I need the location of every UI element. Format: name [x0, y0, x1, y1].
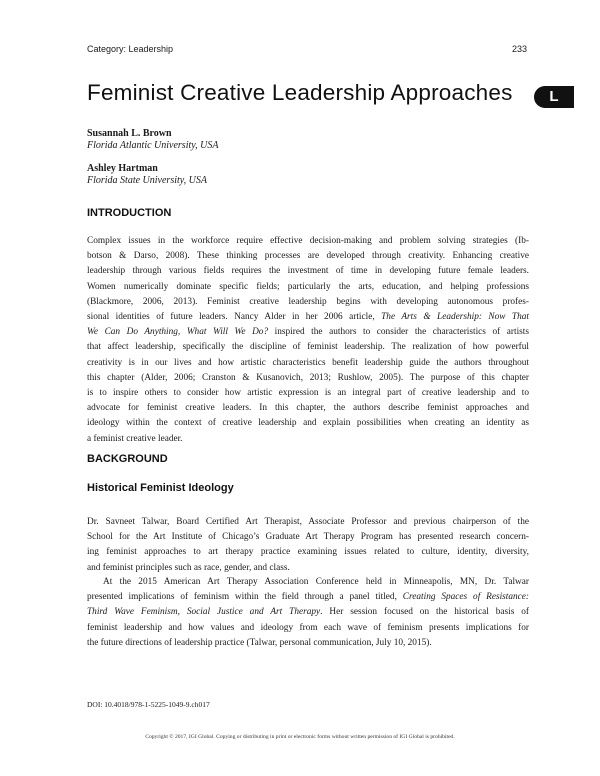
text-line: [87, 605, 529, 620]
text-line: [87, 310, 529, 325]
paragraph-introduction: [87, 234, 529, 447]
text-line: Complex issues in the workforce require effective decision-making and problem solving strategies (Ib-: [87, 236, 529, 246]
text-line: this chapter (Alder, 2006; Cranston & Kusanovich, 2013; Rushlow, 2005). The purpose of this chapter: [87, 372, 529, 383]
text-segment: inspired the authors to consider the characteristics of artists: [268, 327, 529, 338]
panel-title-italic: Creating Spaces of Resistance:: [402, 592, 529, 603]
text-segment: sional identities of future leaders. Nancy Alder in her 2006 article,: [87, 312, 382, 323]
heading-background: BACKGROUND: [87, 453, 168, 465]
copyright-notice: Copyright © 2017, IGI Global. Copying or distributing in print or electronic forms without written permission of IGI Global is prohibited.: [145, 734, 455, 740]
text-line: creativity is in our lives and how artistic characteristics benefit leadership guide the authors throughout: [87, 357, 529, 368]
text-line: the future directions of leadership practice (Talwar, personal communication, July 10, 2015).: [87, 637, 432, 648]
article-title-italic: The Arts & Leadership: Now That: [381, 312, 529, 323]
running-head: Category: Leadership: [87, 44, 174, 54]
paragraph-talwar-conference: [87, 575, 529, 651]
author-name: Susannah L. Brown: [87, 128, 172, 139]
author-name: Ashley Hartman: [87, 163, 158, 174]
text-line: botson & Darso, 2008). These thinking processes are developed through creativity. Enhancing creative: [87, 251, 529, 262]
panel-title-italic: Third Wave Feminism, Social Justice and Art Therapy: [87, 607, 321, 618]
doi: DOI: 10.4018/978-1-5225-1049-9.ch017: [87, 700, 210, 709]
text-line: and feminist principles such as race, gender, and class.: [87, 562, 290, 573]
text-line: is to inspire others to consider how artistic expression is an integral part of creative leadership and to: [87, 388, 529, 399]
text-line: Dr. Savneet Talwar, Board Certified Art Therapist, Associate Professor and previous chairperson of the: [87, 517, 529, 527]
author-affiliation: Florida State University, USA: [87, 175, 207, 186]
author-affiliation: Florida Atlantic University, USA: [87, 140, 219, 151]
text-line: [87, 325, 529, 340]
text-line: Women numerically dominate specific fields; particularly the arts, education, and helping professions: [87, 281, 529, 292]
article-title-italic: We Can Do Anything, What Will We Do?: [87, 327, 269, 338]
text-line: ideology within the context of creative leadership and explain possibilities when creating an identity as: [87, 418, 529, 429]
subheading-historical-feminist-ideology: Historical Feminist Ideology: [87, 482, 234, 494]
text-line: School for the Art Institute of Chicago’s Graduate Art Therapy Program has presented research concern-: [87, 532, 529, 543]
section-tab: L: [534, 86, 574, 108]
heading-introduction: INTRODUCTION: [87, 207, 172, 219]
text-line: feminist leadership and how values and ideology from each wave of feminism presents implications for: [87, 622, 529, 633]
text-line: (Blackmore, 2006, 2013). Feminist creative leadership begins with developing autonomous profes-: [87, 296, 529, 307]
paragraph-talwar-research: [87, 515, 529, 576]
text-line: advocate for feminist creative leaders. In this chapter, the authors describe feminist approaches and: [87, 403, 529, 414]
text-segment: presented implications of feminism within the field through a panel titled,: [87, 592, 403, 603]
text-segment: . Her session focused on the historical basis of: [320, 607, 529, 618]
text-line: [87, 590, 529, 605]
text-line: that affect leadership, specifically the discipline of feminist leadership. The realization of how powerful: [87, 342, 529, 353]
page-number: 233: [512, 44, 528, 54]
text-line: At the 2015 American Art Therapy Association Conference held in Minneapolis, MN, Dr. Talwar: [103, 577, 529, 587]
text-line: ing feminist approaches to art therapy practice examining issues related to culture, identity, diversity,: [87, 547, 529, 558]
text-line: leadership through various fields requires the investment of time in developing future female leaders.: [87, 266, 529, 277]
text-line: a feminist creative leader.: [87, 433, 183, 444]
article-title: Feminist Creative Leadership Approaches: [87, 80, 513, 105]
